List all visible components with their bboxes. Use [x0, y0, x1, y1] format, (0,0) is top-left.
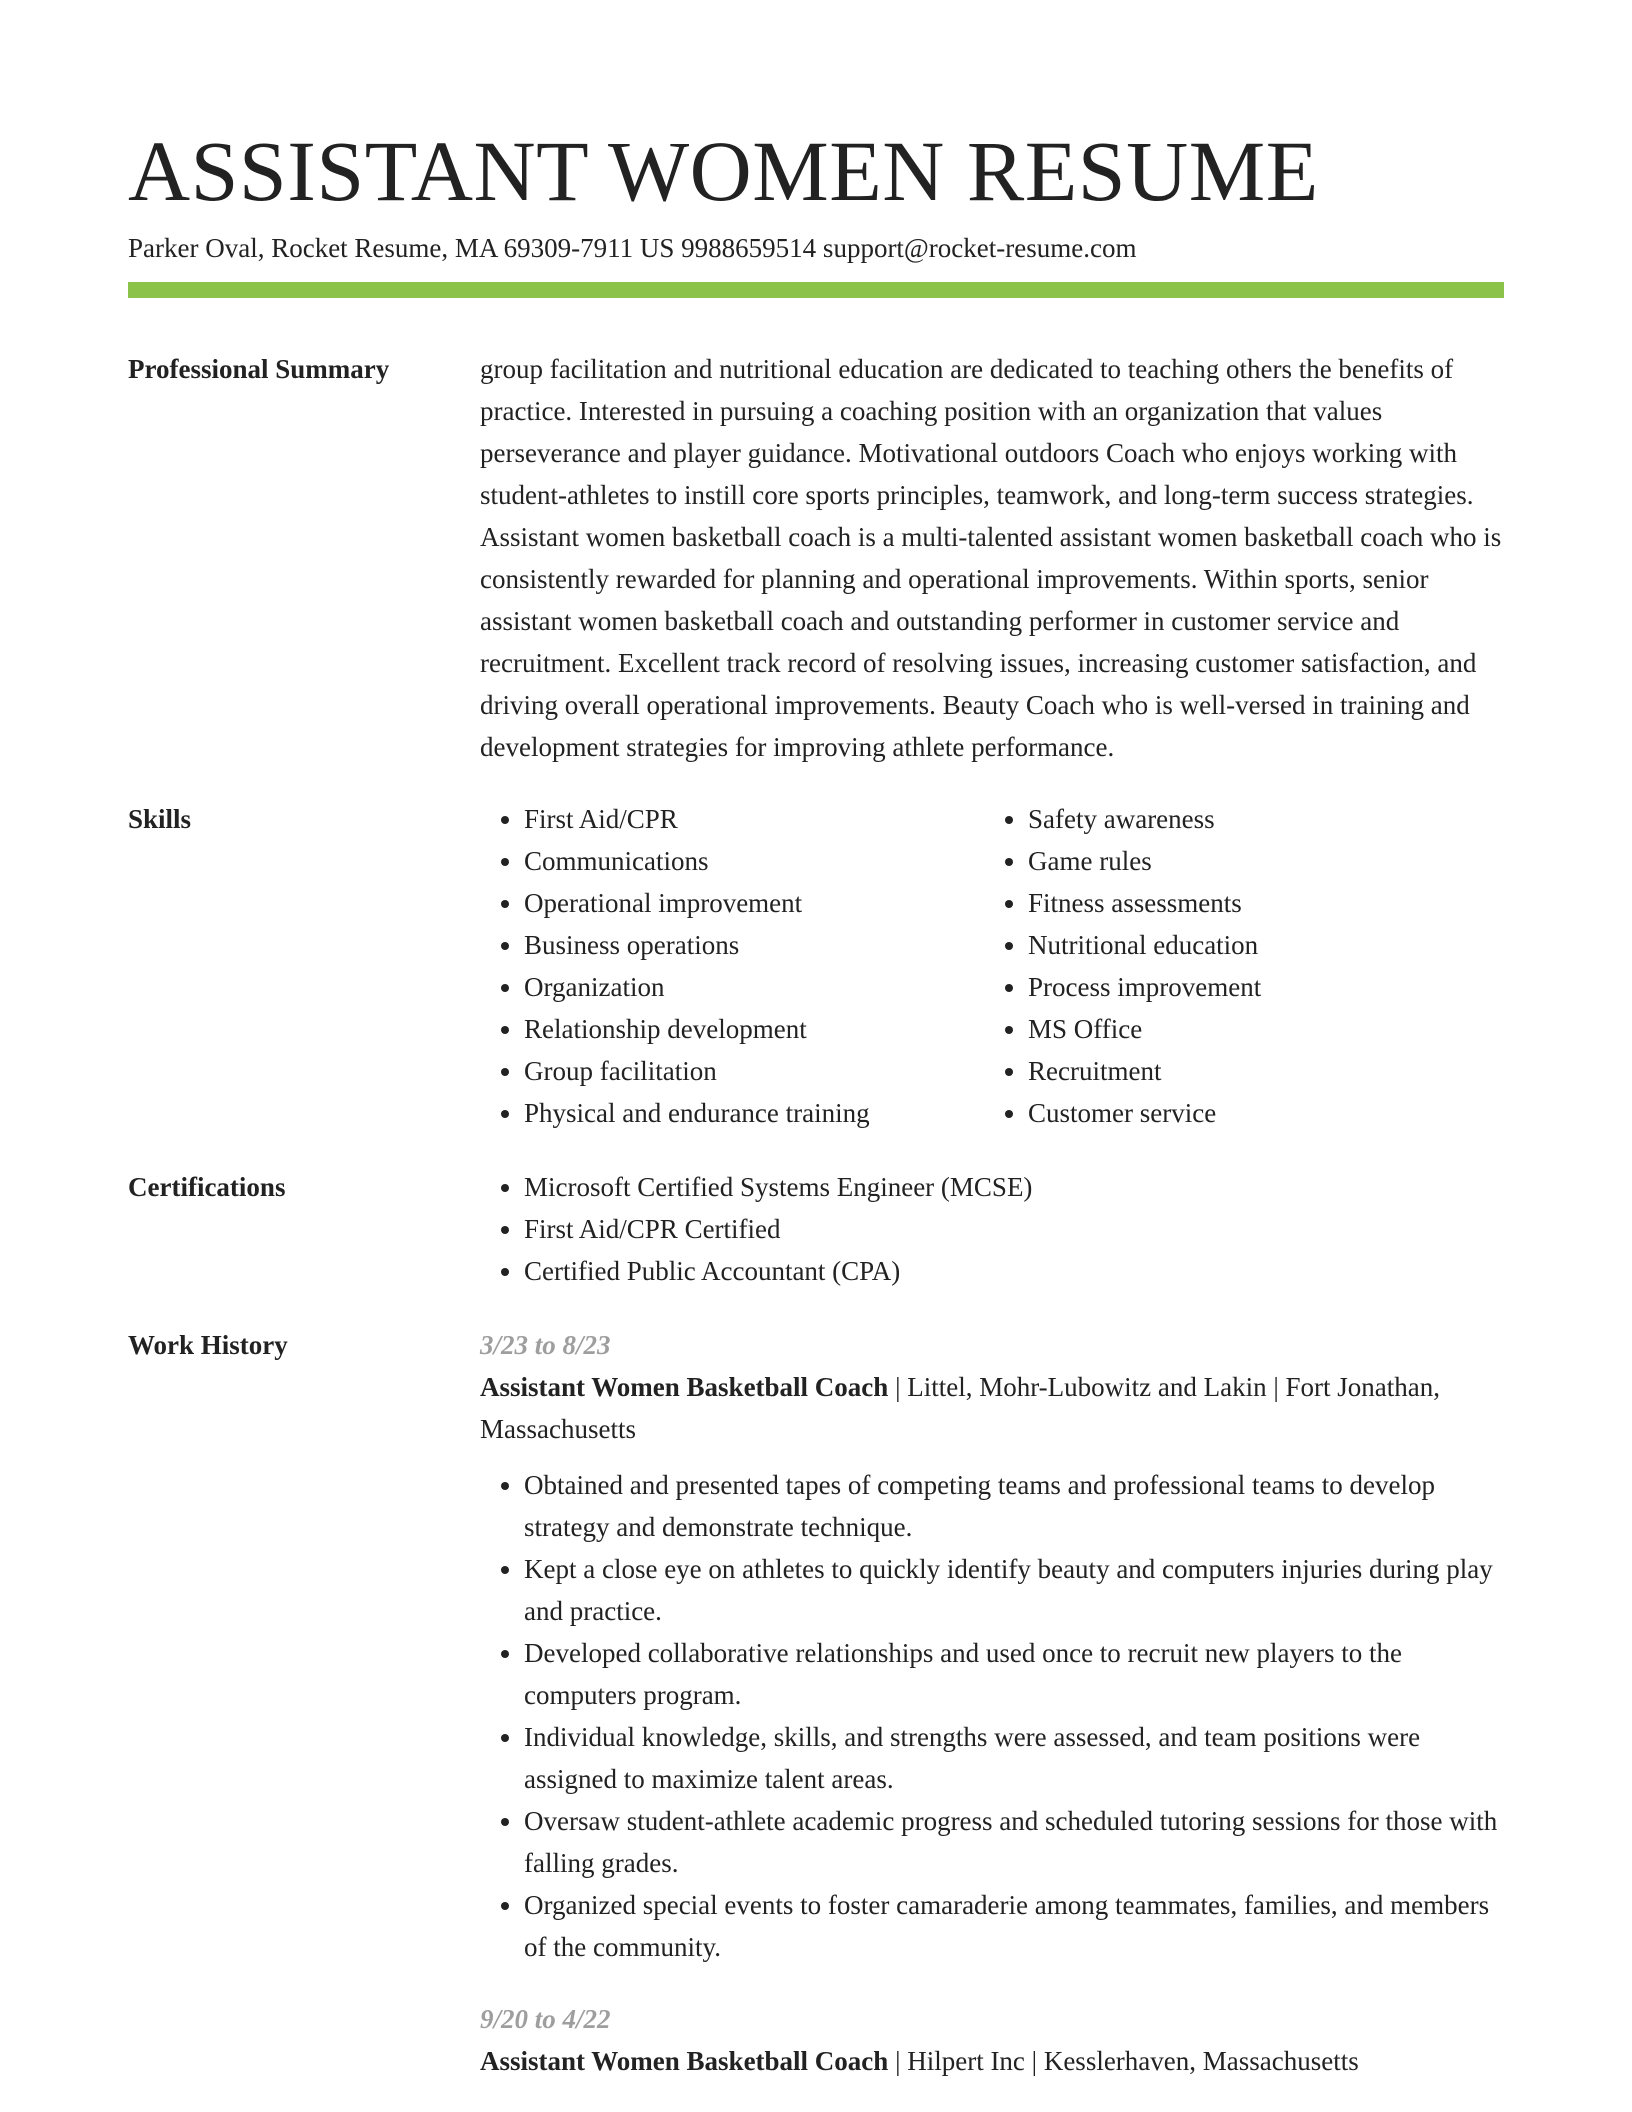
job-bullet: • Oversaw student-athlete academic progress and scheduled tutoring sessions for those with falling grades. — [524, 1800, 1504, 1884]
certifications-section — [128, 1166, 1504, 1292]
skill-item: • Relationship development — [524, 1008, 984, 1050]
certification-item: • Microsoft Certified Systems Engineer (MCSE) — [524, 1166, 1504, 1208]
job-bullet: • Developed collaborative relationships and used once to recruit new players to the computers program. — [524, 1632, 1504, 1716]
work-history-section — [128, 1324, 1504, 2082]
section-label-skills: Skills — [128, 804, 192, 834]
skill-item: • Recruitment — [1028, 1050, 1488, 1092]
skills-section — [128, 798, 1504, 1134]
skills-list-left — [480, 798, 984, 1134]
contact-line: Parker Oval, Rocket Resume, MA 69309-7911 US 9988659514 support@rocket-resume.com — [128, 233, 1137, 263]
certification-item: • First Aid/CPR Certified — [524, 1208, 1504, 1250]
job-employer-location: | Hilpert Inc | Kesslerhaven, Massachusetts — [888, 2046, 1359, 2076]
section-label-certifications: Certifications — [128, 1172, 286, 1202]
job-bullets — [480, 1464, 1504, 1968]
skill-item: • Nutritional education — [1028, 924, 1488, 966]
job-bullet: • Organized special events to foster camaraderie among teammates, families, and members of the community. — [524, 1884, 1504, 1968]
resume-page — [128, 0, 1504, 2082]
job-employer-location: | Littel, Mohr-Lubowitz and Lakin | Fort Jonathan, Massachusetts — [480, 1372, 1440, 1444]
job-bullet: • Kept a close eye on athletes to quickly identify beauty and computers injuries during play and practice. — [524, 1548, 1504, 1632]
job-bullet: • Obtained and presented tapes of competing teams and professional teams to develop strategy and demonstrate technique. — [524, 1464, 1504, 1548]
skill-item: • Customer service — [1028, 1092, 1488, 1134]
job-heading — [480, 1366, 1504, 1450]
job-dates: 3/23 to 8/23 — [480, 1330, 611, 1360]
skill-item: • Operational improvement — [524, 882, 984, 924]
job-heading — [480, 2040, 1504, 2082]
skill-item: • Communications — [524, 840, 984, 882]
job-entry — [480, 1998, 1504, 2082]
skill-item: • Process improvement — [1028, 966, 1488, 1008]
skill-item: • Game rules — [1028, 840, 1488, 882]
skill-item: • Physical and endurance training — [524, 1092, 984, 1134]
skill-item: • Fitness assessments — [1028, 882, 1488, 924]
job-title: Assistant Women Basketball Coach — [480, 2046, 889, 2076]
skill-item: • MS Office — [1028, 1008, 1488, 1050]
skill-item: • First Aid/CPR — [524, 798, 984, 840]
skill-item: • Safety awareness — [1028, 798, 1488, 840]
job-entry — [480, 1324, 1504, 1968]
section-label-work-history: Work History — [128, 1330, 288, 1360]
skill-item: • Organization — [524, 966, 984, 1008]
skills-list-right — [984, 798, 1488, 1134]
skill-item: • Group facilitation — [524, 1050, 984, 1092]
job-bullet: • Individual knowledge, skills, and strengths were assessed, and team positions were assigned to maximize talent areas. — [524, 1716, 1504, 1800]
header-divider — [128, 282, 1504, 298]
certifications-list — [480, 1166, 1504, 1292]
skill-item: • Business operations — [524, 924, 984, 966]
job-title: Assistant Women Basketball Coach — [480, 1372, 889, 1402]
summary-text: group facilitation and nutritional education are dedicated to teaching others the benefits of practice. Interested in pursuing a coaching position with an organization that values perseverance and player guidance. Motivational outdoors Coach who enjoys working with student-athletes to instill core sports principles, teamwork, and long-term success strategies. Assistant women basketball coach is a multi-talented assistant women basketball coach who is consistently rewarded for planning and operational improvements. Within sports, senior assistant women basketball coach and outstanding performer in customer service and recruitment. Excellent track record of resolving issues, increasing customer satisfaction, and driving overall operational improvements. Beauty Coach who is well-versed in training and development strategies for improving athlete performance. — [480, 354, 1502, 762]
section-label-summary: Professional Summary — [128, 354, 390, 384]
job-dates: 9/20 to 4/22 — [480, 2004, 611, 2034]
certification-item: • Certified Public Accountant (CPA) — [524, 1250, 1504, 1292]
summary-section — [128, 348, 1504, 768]
resume-title: ASSISTANT WOMEN RESUME — [128, 123, 1319, 219]
